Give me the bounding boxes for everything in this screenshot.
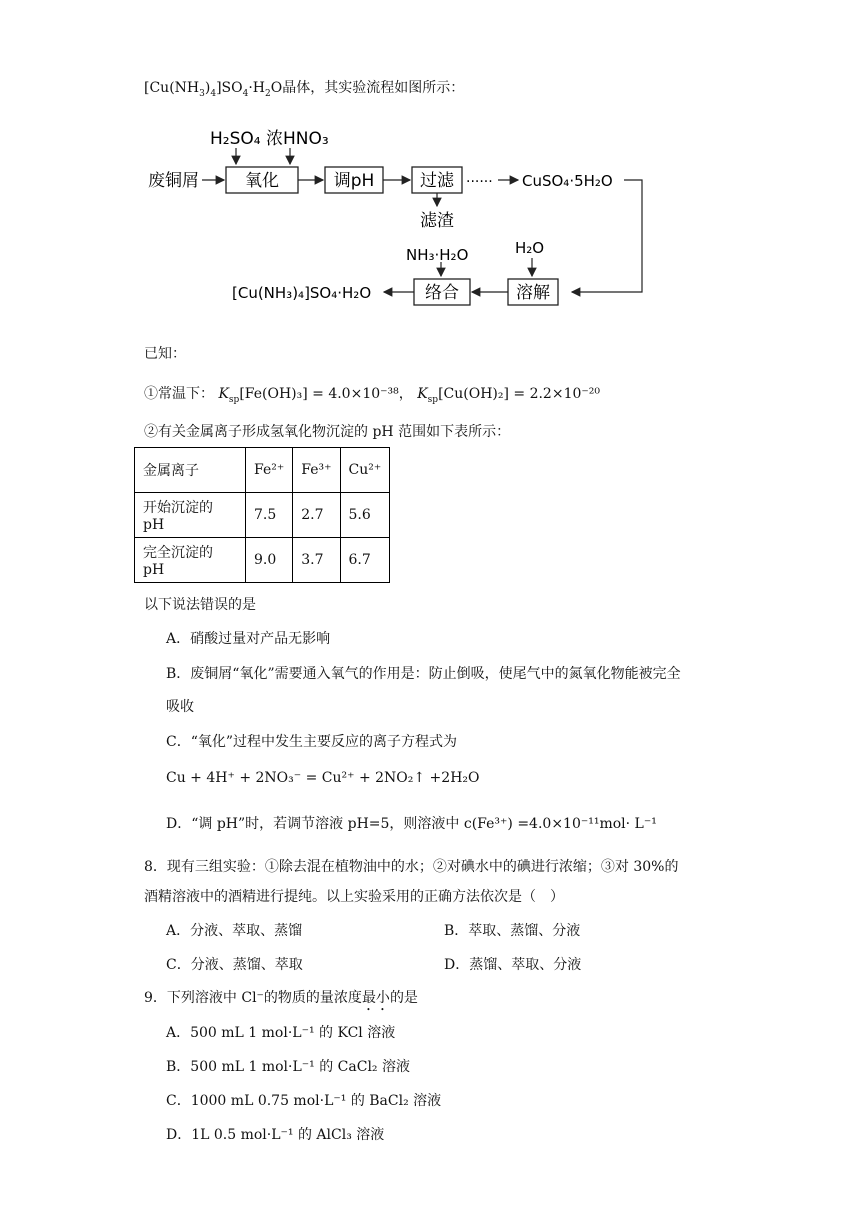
q8-stem-line2: 酒精溶液中的酒精进行提纯。以上实验采用的正确方法依次是（ ） (144, 889, 564, 905)
known-label: 已知： (144, 346, 186, 362)
flow-reagent2: NH₃·H₂O (406, 246, 469, 264)
flow-step5: 络合 (425, 283, 459, 303)
table-row (135, 538, 390, 583)
flow-dots: ······ (466, 174, 493, 190)
ksp1-symbol: K (218, 386, 229, 402)
q9-option-a: A．500 mL 1 mol·L⁻¹ 的 KCl 溶液 (166, 1025, 396, 1041)
q7-option-b-line2: 吸收 (166, 699, 194, 715)
flow-step3: 过滤 (420, 171, 454, 191)
q7-option-a: A．硝酸过量对产品无影响 (166, 631, 331, 647)
table-cell: 7.5 (246, 493, 293, 538)
table-cell: 完全沉淀的 pH (135, 538, 246, 583)
flow-step2: 调pH (333, 171, 375, 191)
q7-option-c: C．“氧化”过程中发生主要反应的离子方程式为 (166, 734, 458, 750)
intro-text: 晶体，其实验流程如图所示： (282, 80, 465, 96)
q8-option-b: B．萃取、蒸馏、分液 (444, 923, 581, 939)
known-item1-prefix: ①常温下： (144, 386, 214, 402)
flow-product1: CuSO₄·5H₂O (522, 172, 613, 190)
q9-stem: 9．下列溶液中 Cl⁻的物质的量浓度最小的是 (144, 990, 418, 1006)
q8-stem-line1: 8．现有三组实验：①除去混在植物油中的水；②对碘水中的碘进行浓缩；③对 30%的 (144, 859, 679, 875)
flow-final: [Cu(NH₃)₄]SO₄·H₂O (232, 284, 372, 302)
flow-reagent1: H₂SO₄ 浓HNO₃ (210, 129, 329, 149)
table-cell: 开始沉淀的 pH (135, 493, 246, 538)
known-item1: ①常温下： $K_{sp}[Fe(OH)_3] = 4.0\times 10^{-38}$， $K_{sp}[Cu(OH)_2] = 2.2\times 10^{-20}$ (144, 386, 600, 405)
flow-residue: 滤渣 (420, 211, 454, 231)
ksp2-expr: [Cu(OH)₂] = 2.2×10⁻²⁰ (438, 386, 600, 402)
q7-option-b-line1: B．废铜屑“氧化”需要通入氧气的作用是：防止倒吸，使尾气中的氮氧化物能被完全 (166, 666, 681, 682)
flow-reagent3: H₂O (515, 239, 545, 257)
table-header-cell: Fe²⁺ (246, 448, 293, 493)
q9-option-b: B．500 mL 1 mol·L⁻¹ 的 CaCl₂ 溶液 (166, 1059, 410, 1075)
known-item2: ②有关金属离子形成氢氧化物沉淀的 pH 范围如下表所示： (144, 424, 511, 440)
q7-stem: 以下说法错误的是 (144, 597, 256, 613)
ksp1-expr: [Fe(OH)₃] = 4.0×10⁻³⁸ (239, 386, 399, 402)
table-header-cell: Fe³⁺ (293, 448, 340, 493)
intro-formula: $[Cu(NH_3)_4]SO_4\cdot H_2O$ (144, 80, 283, 99)
q7-option-c-equation: Cu + 4H⁺ + 2NO₃⁻ = Cu²⁺ + 2NO₂↑ +2H₂O (166, 770, 480, 786)
table-header-cell: Cu²⁺ (340, 448, 390, 493)
intro-line (144, 78, 464, 98)
table-cell: 6.7 (340, 538, 390, 583)
q9-option-c: C．1000 mL 0.75 mol·L⁻¹ 的 BaCl₂ 溶液 (166, 1093, 442, 1109)
table-cell: 3.7 (293, 538, 340, 583)
q9-emphasis: 最小 (361, 990, 390, 1006)
table-cell: 2.7 (293, 493, 340, 538)
flow-start: 废铜屑 (148, 171, 199, 191)
table-cell: 9.0 (246, 538, 293, 583)
table-header-cell: 金属离子 (135, 448, 246, 493)
ksp2-symbol: K (417, 386, 428, 402)
q7-option-d: D．“调 pH”时，若调节溶液 pH=5，则溶液中 c(Fe³⁺) =4.0×10⁻¹¹mol· L⁻¹ (166, 816, 657, 832)
q8-option-d: D．蒸馏、萃取、分液 (444, 957, 582, 973)
q8-option-c: C．分液、蒸馏、萃取 (166, 957, 303, 973)
flow-step1: 氧化 (245, 171, 279, 191)
q8-option-a: A．分液、萃取、蒸馏 (166, 923, 303, 939)
ph-table (134, 447, 390, 583)
table-header-row (135, 448, 390, 493)
flow-step4: 溶解 (516, 283, 550, 303)
table-cell: 5.6 (340, 493, 390, 538)
q9-option-d: D．1L 0.5 mol·L⁻¹ 的 AlCl₃ 溶液 (166, 1127, 385, 1143)
process-flowchart (140, 120, 660, 320)
table-row (135, 493, 390, 538)
